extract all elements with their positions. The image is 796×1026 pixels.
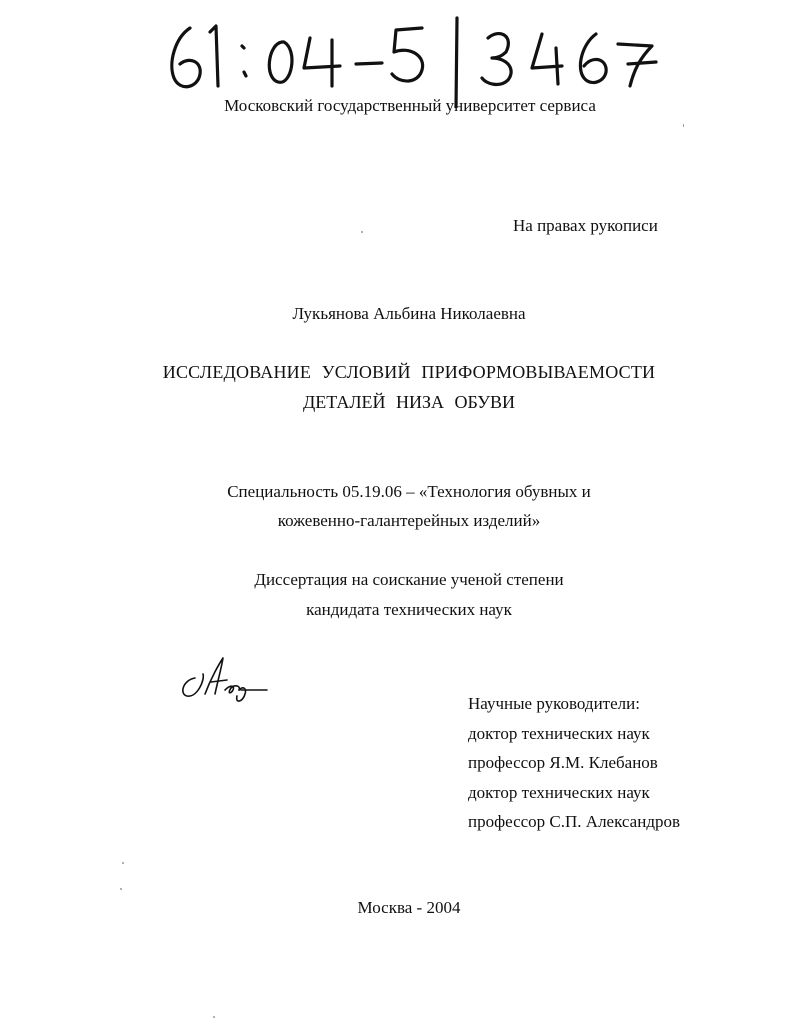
specialty-line-1: Специальность 05.19.06 – «Технология обувных и (227, 482, 591, 501)
advisors-heading: Научные руководители: (468, 694, 640, 713)
degree-line-2: кандидата технических наук (306, 600, 512, 619)
advisor-line: доктор технических наук (468, 723, 650, 743)
rights-notice: На правах рукописи (513, 216, 658, 235)
degree-line-1: Диссертация на соискание ученой степени (254, 570, 564, 589)
signature (175, 650, 275, 710)
author-name: Лукьянова Альбина Николаевна (292, 304, 526, 323)
scan-speck (361, 231, 363, 233)
university-name: Московский государственный университет сервиса (224, 96, 596, 115)
scan-speck (122, 862, 124, 864)
scan-speck (213, 1016, 215, 1018)
dissertation-title-line-2: ДЕТАЛЕЙ НИЗА ОБУВИ (302, 392, 516, 412)
scientific-advisors (468, 689, 680, 837)
city-year: Москва - 2004 (357, 898, 461, 917)
handwritten-catalog-number (160, 8, 660, 108)
advisor-line: профессор Я.М. Клебанов (468, 753, 658, 772)
dissertation-title-line-1: ИССЛЕДОВАНИЕ УСЛОВИЙ ПРИФОРМОВЫВАЕМОСТИ (162, 362, 656, 382)
scan-speck (683, 124, 684, 127)
advisor-line: доктор технических наук (468, 782, 650, 802)
specialty-line-2: кожевенно-галантерейных изделий» (277, 511, 541, 530)
advisor-line: профессор С.П. Александров (468, 812, 681, 831)
scan-speck (120, 888, 122, 890)
